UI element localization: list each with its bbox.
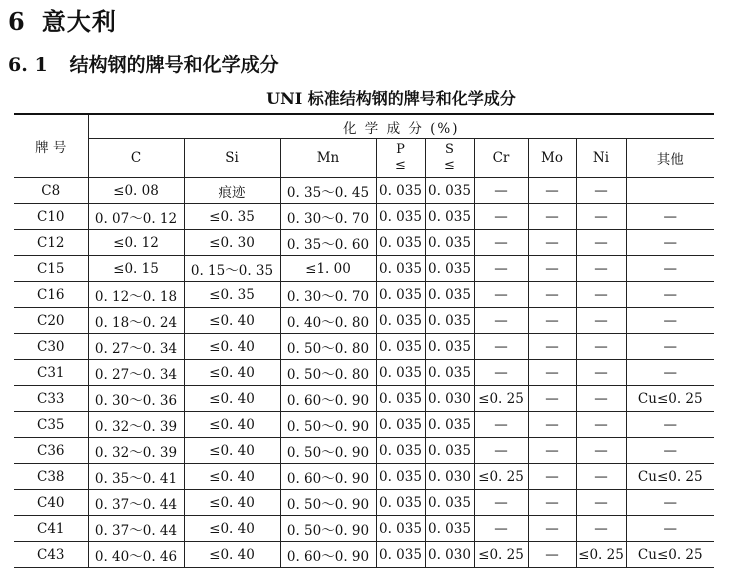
cell-si: 痕迹 bbox=[184, 178, 280, 204]
cell-mn: 0. 50～0. 90 bbox=[280, 490, 376, 516]
column-header-s bbox=[425, 139, 474, 178]
table-row bbox=[14, 334, 714, 360]
cell-mo: — bbox=[528, 412, 576, 438]
table-row bbox=[14, 282, 714, 308]
cell-ni: — bbox=[576, 256, 626, 282]
cell-s: 0. 035 bbox=[425, 308, 474, 334]
cell-brand: C31 bbox=[14, 360, 88, 386]
cell-si: ≤0. 30 bbox=[184, 230, 280, 256]
cell-s: 0. 035 bbox=[425, 438, 474, 464]
chapter-number: 6 bbox=[8, 7, 26, 36]
cell-si: ≤0. 35 bbox=[184, 282, 280, 308]
cell-s: 0. 035 bbox=[425, 360, 474, 386]
cell-c: 0. 12～0. 18 bbox=[88, 282, 184, 308]
cell-cr: — bbox=[474, 412, 528, 438]
column-header-p-label: P bbox=[396, 142, 405, 157]
table-row bbox=[14, 412, 714, 438]
cell-c: ≤0. 12 bbox=[88, 230, 184, 256]
cell-cr: — bbox=[474, 230, 528, 256]
cell-brand: C43 bbox=[14, 542, 88, 568]
cell-c: 0. 32～0. 39 bbox=[88, 438, 184, 464]
cell-ni: — bbox=[576, 386, 626, 412]
cell-brand: C12 bbox=[14, 230, 88, 256]
cell-brand: C40 bbox=[14, 490, 88, 516]
cell-p: 0. 035 bbox=[376, 386, 425, 412]
cell-s: 0. 030 bbox=[425, 464, 474, 490]
cell-p: 0. 035 bbox=[376, 516, 425, 542]
section-title: 结构钢的牌号和化学成分 bbox=[69, 54, 279, 76]
cell-other: Cu≤0. 25 bbox=[626, 386, 714, 412]
cell-p: 0. 035 bbox=[376, 334, 425, 360]
column-header-mn: Mn bbox=[280, 139, 376, 178]
cell-c: ≤0. 15 bbox=[88, 256, 184, 282]
cell-p: 0. 035 bbox=[376, 438, 425, 464]
cell-p: 0. 035 bbox=[376, 256, 425, 282]
column-header-s-leq: ≤ bbox=[444, 158, 455, 173]
cell-s: 0. 030 bbox=[425, 386, 474, 412]
cell-cr: ≤0. 25 bbox=[474, 542, 528, 568]
cell-ni: — bbox=[576, 178, 626, 204]
cell-c: 0. 27～0. 34 bbox=[88, 360, 184, 386]
cell-cr: — bbox=[474, 204, 528, 230]
cell-other: — bbox=[626, 412, 714, 438]
cell-p: 0. 035 bbox=[376, 490, 425, 516]
cell-brand: C8 bbox=[14, 178, 88, 204]
cell-mn: 0. 60～0. 90 bbox=[280, 464, 376, 490]
chapter-title: 意大利 bbox=[41, 7, 117, 36]
cell-p: 0. 035 bbox=[376, 178, 425, 204]
table-row bbox=[14, 230, 714, 256]
cell-brand: C38 bbox=[14, 464, 88, 490]
cell-s: 0. 035 bbox=[425, 282, 474, 308]
cell-c: 0. 37～0. 44 bbox=[88, 516, 184, 542]
cell-p: 0. 035 bbox=[376, 282, 425, 308]
cell-ni: ≤0. 25 bbox=[576, 542, 626, 568]
cell-cr: — bbox=[474, 516, 528, 542]
cell-c: 0. 07～0. 12 bbox=[88, 204, 184, 230]
cell-c: 0. 27～0. 34 bbox=[88, 334, 184, 360]
column-header-s-label: S bbox=[445, 142, 454, 157]
table-row bbox=[14, 438, 714, 464]
cell-si: ≤0. 40 bbox=[184, 360, 280, 386]
cell-mn: ≤1. 00 bbox=[280, 256, 376, 282]
cell-si: ≤0. 40 bbox=[184, 386, 280, 412]
cell-other: — bbox=[626, 334, 714, 360]
cell-mn: 0. 60～0. 90 bbox=[280, 386, 376, 412]
cell-si: ≤0. 35 bbox=[184, 204, 280, 230]
cell-mo: — bbox=[528, 438, 576, 464]
cell-ni: — bbox=[576, 230, 626, 256]
cell-mn: 0. 50～0. 90 bbox=[280, 438, 376, 464]
cell-ni: — bbox=[576, 308, 626, 334]
table-row bbox=[14, 256, 714, 282]
cell-s: 0. 035 bbox=[425, 256, 474, 282]
column-header-mo: Mo bbox=[528, 139, 576, 178]
cell-other: — bbox=[626, 282, 714, 308]
cell-other: — bbox=[626, 308, 714, 334]
cell-mn: 0. 30～0. 70 bbox=[280, 282, 376, 308]
cell-si: ≤0. 40 bbox=[184, 438, 280, 464]
cell-c: 0. 40～0. 46 bbox=[88, 542, 184, 568]
cell-s: 0. 030 bbox=[425, 542, 474, 568]
table-row bbox=[14, 516, 714, 542]
table-caption: UNI 标准结构钢的牌号和化学成分 bbox=[266, 89, 516, 108]
cell-other: — bbox=[626, 256, 714, 282]
cell-brand: C35 bbox=[14, 412, 88, 438]
column-header-ni: Ni bbox=[576, 139, 626, 178]
cell-p: 0. 035 bbox=[376, 412, 425, 438]
table-row bbox=[14, 386, 714, 412]
cell-si: ≤0. 40 bbox=[184, 490, 280, 516]
cell-mo: — bbox=[528, 516, 576, 542]
cell-s: 0. 035 bbox=[425, 178, 474, 204]
cell-cr: — bbox=[474, 360, 528, 386]
column-header-c: C bbox=[88, 139, 184, 178]
cell-other: — bbox=[626, 490, 714, 516]
cell-cr: — bbox=[474, 282, 528, 308]
cell-ni: — bbox=[576, 360, 626, 386]
column-header-si: Si bbox=[184, 139, 280, 178]
cell-brand: C30 bbox=[14, 334, 88, 360]
cell-ni: — bbox=[576, 516, 626, 542]
cell-cr: — bbox=[474, 256, 528, 282]
cell-s: 0. 035 bbox=[425, 490, 474, 516]
cell-si: ≤0. 40 bbox=[184, 334, 280, 360]
cell-p: 0. 035 bbox=[376, 204, 425, 230]
cell-s: 0. 035 bbox=[425, 334, 474, 360]
chapter-heading bbox=[8, 2, 117, 37]
cell-other: — bbox=[626, 230, 714, 256]
cell-p: 0. 035 bbox=[376, 230, 425, 256]
cell-other: Cu≤0. 25 bbox=[626, 542, 714, 568]
cell-cr: ≤0. 25 bbox=[474, 464, 528, 490]
table-row bbox=[14, 178, 714, 204]
cell-other: — bbox=[626, 204, 714, 230]
table-row bbox=[14, 542, 714, 568]
chemical-composition-label: 化 学 成 分 (%) bbox=[343, 120, 460, 137]
table-row bbox=[14, 464, 714, 490]
cell-other: Cu≤0. 25 bbox=[626, 464, 714, 490]
cell-c: 0. 35～0. 41 bbox=[88, 464, 184, 490]
header-row-elements bbox=[14, 139, 714, 178]
cell-mo: — bbox=[528, 360, 576, 386]
cell-mo: — bbox=[528, 256, 576, 282]
cell-p: 0. 035 bbox=[376, 542, 425, 568]
cell-p: 0. 035 bbox=[376, 360, 425, 386]
cell-s: 0. 035 bbox=[425, 516, 474, 542]
cell-cr: — bbox=[474, 490, 528, 516]
header-row-group bbox=[14, 114, 714, 139]
cell-c: ≤0. 08 bbox=[88, 178, 184, 204]
cell-ni: — bbox=[576, 334, 626, 360]
cell-mo: — bbox=[528, 542, 576, 568]
cell-cr: — bbox=[474, 334, 528, 360]
cell-mn: 0. 50～0. 80 bbox=[280, 334, 376, 360]
cell-s: 0. 035 bbox=[425, 412, 474, 438]
section-number: 6. 1 bbox=[8, 54, 48, 76]
cell-mn: 0. 35～0. 45 bbox=[280, 178, 376, 204]
cell-cr: — bbox=[474, 438, 528, 464]
cell-mn: 0. 50～0. 90 bbox=[280, 516, 376, 542]
cell-brand: C33 bbox=[14, 386, 88, 412]
table-row bbox=[14, 360, 714, 386]
cell-p: 0. 035 bbox=[376, 464, 425, 490]
section-heading bbox=[8, 50, 279, 77]
cell-mn: 0. 50～0. 90 bbox=[280, 412, 376, 438]
cell-mo: — bbox=[528, 334, 576, 360]
cell-brand: C15 bbox=[14, 256, 88, 282]
cell-mo: — bbox=[528, 230, 576, 256]
cell-ni: — bbox=[576, 438, 626, 464]
cell-si: 0. 15～0. 35 bbox=[184, 256, 280, 282]
column-header-p bbox=[376, 139, 425, 178]
cell-ni: — bbox=[576, 204, 626, 230]
cell-c: 0. 18～0. 24 bbox=[88, 308, 184, 334]
cell-si: ≤0. 40 bbox=[184, 308, 280, 334]
cell-si: ≤0. 40 bbox=[184, 412, 280, 438]
table-row bbox=[14, 308, 714, 334]
table-row bbox=[14, 490, 714, 516]
cell-mo: — bbox=[528, 490, 576, 516]
cell-ni: — bbox=[576, 464, 626, 490]
cell-mo: — bbox=[528, 178, 576, 204]
cell-brand: C41 bbox=[14, 516, 88, 542]
cell-c: 0. 30～0. 36 bbox=[88, 386, 184, 412]
cell-brand: C36 bbox=[14, 438, 88, 464]
cell-ni: — bbox=[576, 490, 626, 516]
cell-c: 0. 32～0. 39 bbox=[88, 412, 184, 438]
cell-mn: 0. 40～0. 80 bbox=[280, 308, 376, 334]
cell-p: 0. 035 bbox=[376, 308, 425, 334]
cell-brand: C20 bbox=[14, 308, 88, 334]
cell-mo: — bbox=[528, 308, 576, 334]
cell-other bbox=[626, 178, 714, 204]
cell-mn: 0. 30～0. 70 bbox=[280, 204, 376, 230]
cell-cr: ≤0. 25 bbox=[474, 386, 528, 412]
column-header-cr: Cr bbox=[474, 139, 528, 178]
cell-ni: — bbox=[576, 412, 626, 438]
table-body bbox=[14, 178, 714, 568]
cell-ni: — bbox=[576, 282, 626, 308]
cell-cr: — bbox=[474, 308, 528, 334]
brand-column-header: 牌 号 bbox=[14, 114, 88, 178]
cell-si: ≤0. 40 bbox=[184, 516, 280, 542]
cell-mo: — bbox=[528, 204, 576, 230]
cell-si: ≤0. 40 bbox=[184, 542, 280, 568]
cell-brand: C10 bbox=[14, 204, 88, 230]
cell-mn: 0. 50～0. 80 bbox=[280, 360, 376, 386]
cell-mn: 0. 60～0. 90 bbox=[280, 542, 376, 568]
column-header-p-leq: ≤ bbox=[395, 158, 406, 173]
cell-s: 0. 035 bbox=[425, 230, 474, 256]
cell-c: 0. 37～0. 44 bbox=[88, 490, 184, 516]
cell-cr: — bbox=[474, 178, 528, 204]
cell-s: 0. 035 bbox=[425, 204, 474, 230]
cell-brand: C16 bbox=[14, 282, 88, 308]
cell-mo: — bbox=[528, 282, 576, 308]
composition-table bbox=[14, 113, 714, 568]
cell-mo: — bbox=[528, 386, 576, 412]
cell-other: — bbox=[626, 438, 714, 464]
chemical-composition-header bbox=[88, 114, 714, 139]
cell-mn: 0. 35～0. 60 bbox=[280, 230, 376, 256]
cell-other: — bbox=[626, 516, 714, 542]
cell-mo: — bbox=[528, 464, 576, 490]
table-row bbox=[14, 204, 714, 230]
cell-other: — bbox=[626, 360, 714, 386]
column-header-other: 其他 bbox=[626, 139, 714, 178]
cell-si: ≤0. 40 bbox=[184, 464, 280, 490]
